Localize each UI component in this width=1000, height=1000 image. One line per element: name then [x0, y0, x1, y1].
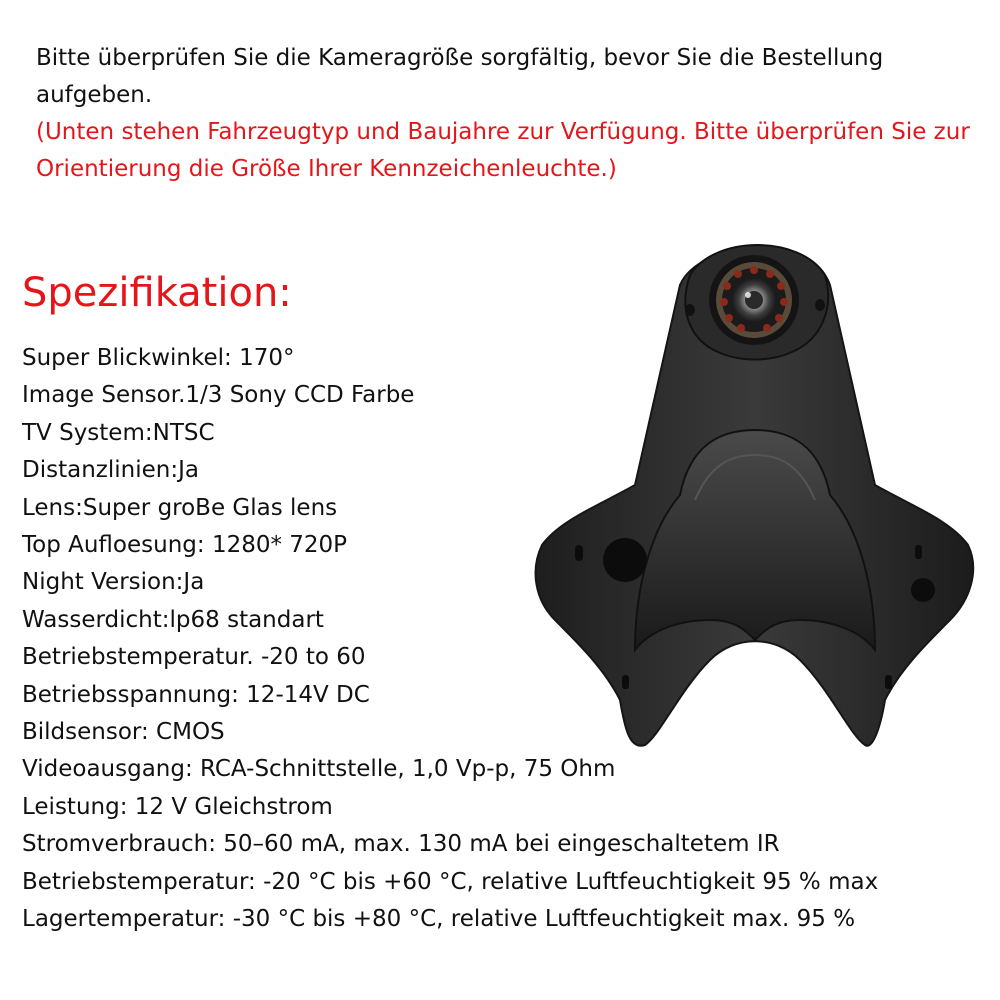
spec-item: Super Blickwinkel: 170°	[22, 345, 295, 371]
spec-item: Betriebsspannung: 12-14V DC	[22, 681, 370, 708]
spec-item: Betriebstemperatur: -20 °C bis +60 °C, relative Luftfeuchtigkeit 95 % max	[22, 868, 879, 895]
spec-item: Betriebstemperatur. -20 to 60	[22, 644, 366, 671]
spec-item: Top Aufloesung: 1280* 720P	[22, 532, 348, 559]
spec-item: Distanzlinien:Ja	[22, 457, 199, 484]
spec-title: Spezifikation:	[22, 270, 292, 316]
mount-hole-right	[911, 578, 935, 602]
intro-line: Bitte überprüfen Sie die Kameragröße sorgfältig, bevor Sie die Bestellung aufgeben.	[36, 45, 884, 108]
spec-item: Leistung: 12 V Gleichstrom	[22, 793, 333, 820]
spec-item: Wasserdicht:lp68 standart	[22, 606, 324, 633]
spec-item: Night Version:Ja	[22, 569, 205, 596]
spec-item: Bildsensor: CMOS	[22, 719, 225, 746]
spec-item: Videoausgang: RCA-Schnittstelle, 1,0 Vp-p, 75 Ohm	[22, 756, 616, 783]
spec-item: Lens:Super groBe Glas lens	[22, 494, 338, 521]
intro-note: (Unten stehen Fahrzeugtyp und Baujahre zur Verfügung. Bitte überprüfen Sie zur Orientierung die Größe Ihrer Kennzeichenleuchte.)	[36, 119, 970, 182]
spec-item: TV System:NTSC	[22, 419, 215, 446]
spec-item: Image Sensor.1/3 Sony CCD Farbe	[22, 382, 415, 409]
intro-text	[36, 40, 976, 188]
camera-image	[530, 230, 980, 760]
spec-item: Lagertemperatur: -30 °C bis +80 °C, relative Luftfeuchtigkeit max. 95 %	[22, 906, 856, 933]
mount-hole-left	[603, 538, 647, 582]
spec-item: Stromverbrauch: 50–60 mA, max. 130 mA bei eingeschaltetem IR	[22, 831, 780, 858]
